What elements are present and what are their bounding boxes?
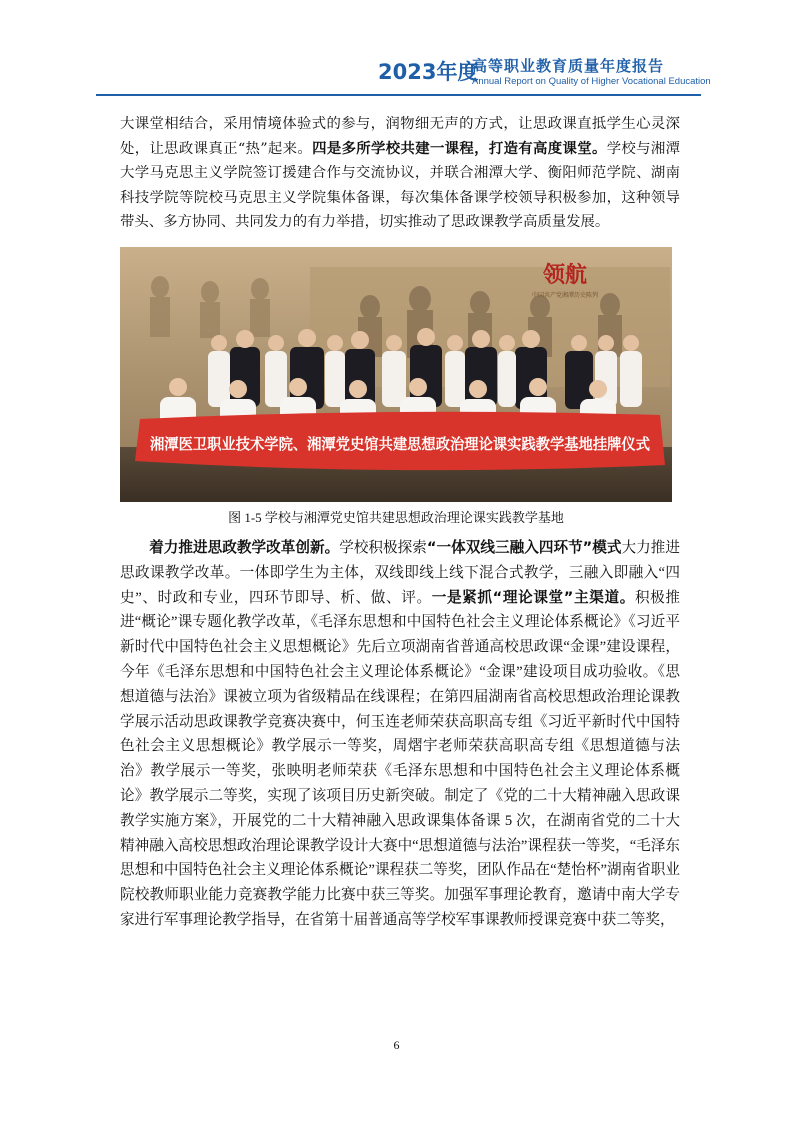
back-row-people <box>208 328 642 409</box>
para1-bold-1: 四是多所学校共建一课程，打造有高度课堂。 <box>312 139 607 157</box>
report-year: 2023年度 <box>378 60 479 84</box>
wall-sublettering: 中国共产党湘潭历史陈列 <box>531 292 599 299</box>
red-banner <box>135 412 665 470</box>
page-header <box>0 0 793 95</box>
para2-text-1: 学校积极探索 <box>339 540 427 556</box>
paragraph-2 <box>120 536 680 933</box>
para1-text-1: 大课堂相结合，采用情境体验式的参与，润物细无声的方式，让思政课直抵学生心灵深处，让思政课真正“热”起来。 <box>120 116 680 157</box>
wall-lettering: 领航 <box>542 262 588 288</box>
page-number: 6 <box>393 1038 400 1052</box>
report-title-cn: 高等职业教育质量年度报告 <box>472 57 665 75</box>
para2-text-3: 积极推进“概论”课专题化教学改革，《毛泽东思想和中国特色社会主义理论体系概论》《习近平新时代中国特色社会主义思想概论》先后立项湖南省普通高校思政课“金课”建设课程，今年《毛泽东思想和中国特色社会主义理论体系概论》“金课”建设项目成功验收。《思想道德与法治》课被立项为省级精品在线课程；在第四届湖南省高校思想政治理论课教学展示活动思政课教学竞赛决赛中，何玉连老师荣获高职高专组《习近平新时代中国特色社会主义思想概论》教学展示一等奖，周熠宇老师荣获高职高专组《思想道德与法治》教学展示一等奖，张映明老师荣获《毛泽东思想和中国特色社会主义理论体系概论》教学展示二等奖，实现了该项目历史新突破。制定了《党的二十大精神融入思政课教学实施方案》，开展党的二十大精神融入思政课集体备课 5 次，在湖南省党的二十大精神融入高校思想政治理论课教学设计大赛中“思想道德与法治”课程获一等奖，“毛泽东思想和中国特色社会主义理论体系概论”课程获二等奖，团队作品在“楚怡杯”湖南省职业院校教师职业能力竞赛教学能力比赛中获三等奖。加强军事理论教育，邀请中南大学专家进行军事理论教学指导，在省第十届普通高等学校军事课教师授课竞赛中获二等奖， <box>120 589 680 928</box>
ceremony-photo <box>120 247 672 502</box>
para2-bold-1: 着力推进思政教学改革创新。 <box>149 539 340 556</box>
para1-text-2: 学校与湘潭大学马克思主义学院签订援建合作与交流协议，并联合湘潭大学、衡阳师范学院、湖南科技学院等院校马克思主义学院集体备课，每次集体备课学校领导积极参加，这种领导带头、多方协同、共同发力的有力举措，切实推动了思政课教学高质量发展。 <box>120 140 680 231</box>
para2-text-2: 大力推进思政课教学改革。一体即学生为主体，双线即线上线下混合式教学，三融入即融入“四史”、时政和专业，四环节即导、析、做、评。 <box>120 540 680 606</box>
paragraph-1 <box>120 112 680 235</box>
para2-bold-3: 一是紧抓“理论课堂”主渠道。 <box>431 588 635 606</box>
ceremony-photo-illustration <box>120 247 672 502</box>
header-rule <box>96 94 701 96</box>
banner-text: 湘潭医卫职业技术学院、湘潭党史馆共建思想政治理论课实践教学基地挂牌仪式 <box>150 435 650 453</box>
para2-bold-2: “一体双线三融入四环节”模式 <box>426 539 622 556</box>
report-title-en: Annual Report on Quality of Higher Vocational Education <box>472 76 711 87</box>
figure-caption: 图 1-5 学校与湘潭党史馆共建思想政治理论课实践教学基地 <box>228 510 564 525</box>
